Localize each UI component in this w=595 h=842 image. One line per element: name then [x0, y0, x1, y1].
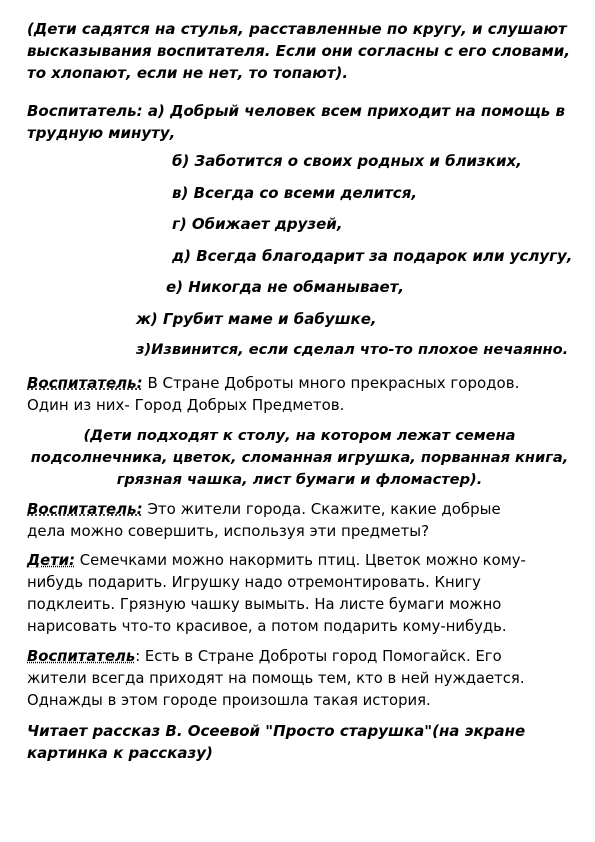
paragraph-city-line-2: Один из них- Город Добрых Предметов.: [27, 396, 345, 414]
paragraph-city-line-1: В Стране Доброты много прекрасных городов.: [142, 374, 520, 392]
paragraph-children-line-4: нарисовать что-то красивое, а потом подарить кому-нибудь.: [27, 618, 507, 635]
statement-b: [172, 150, 572, 172]
statement-z-text: з)Извинится, если сделал что-то плохое нечаянно.: [136, 341, 569, 358]
statement-zh-text: ж) Грубит маме и бабушке,: [136, 310, 377, 328]
statement-g: [172, 213, 572, 235]
statement-e: [166, 276, 566, 298]
statement-z: [136, 339, 576, 361]
stage-table-line-3: грязная чашка, лист бумаги и фломастер).: [116, 471, 483, 488]
paragraph-reading-line-2: картинка к рассказу): [27, 744, 213, 762]
paragraph-children-line-3: подклеить. Грязную чашку вымыть. На листе бумаги можно: [27, 596, 502, 613]
paragraph-pomogaisk: [27, 646, 572, 712]
speaker-teacher: Воспитатель: [27, 648, 136, 665]
statement-g-text: г) Обижает друзей,: [172, 215, 343, 233]
stage-table-line-2: подсолнечника, цветок, сломанная игрушка, порванная книга,: [30, 449, 569, 466]
paragraph-children-line-1: Семечками можно накормить птиц. Цветок можно кому-: [75, 552, 526, 569]
statement-d: [172, 245, 572, 267]
paragraph-city: [27, 372, 572, 416]
paragraph-reading: [27, 720, 572, 764]
speaker-teacher: Воспитатель:: [27, 374, 143, 392]
paragraph-pomogaisk-line-2: жители всегда приходят на помощь тем, кто в ней нуждается.: [27, 670, 525, 687]
statement-v-text: в) Всегда со всеми делится,: [172, 184, 418, 202]
statement-d-text: д) Всегда благодарит за подарок или услугу,: [172, 247, 573, 265]
intro-line-1: (Дети садятся на стулья, расставленные по кругу, и слушают: [27, 20, 567, 38]
statement-e-text: е) Никогда не обманывает,: [166, 278, 405, 296]
statement-v: [172, 182, 572, 204]
speaker-children: Дети:: [27, 552, 76, 569]
speaker-teacher: Воспитатель:: [27, 500, 143, 518]
statement-a-line-1: Воспитатель: а) Добрый человек всем приходит на помощь в: [27, 102, 565, 120]
statement-a: [27, 100, 572, 144]
paragraph-question-line-1: Это жители города. Скажите, какие добрые: [142, 500, 501, 518]
paragraph-question: [27, 498, 572, 542]
intro-stage-direction: [27, 18, 572, 84]
paragraph-question-line-2: дела можно совершить, используя эти предметы?: [27, 522, 430, 540]
intro-line-2: высказывания воспитателя. Если они согласны с его словами,: [27, 42, 571, 60]
statement-zh: [136, 308, 566, 330]
paragraph-children: [27, 550, 572, 638]
paragraph-reading-line-1: Читает рассказ В. Осеевой "Просто старушка"(на экране: [27, 722, 526, 740]
paragraph-pomogaisk-line-3: Однажды в этом городе произошла такая история.: [27, 692, 431, 709]
statement-b-text: б) Заботится о своих родных и близких,: [172, 152, 522, 170]
stage-direction-table: [27, 425, 572, 491]
stage-table-line-1: (Дети подходят к столу, на котором лежат семена: [83, 427, 516, 444]
statement-a-line-2: трудную минуту,: [27, 124, 176, 142]
paragraph-children-line-2: нибудь подарить. Игрушку надо отремонтировать. Книгу: [27, 574, 481, 591]
intro-line-3: то хлопают, если не нет, то топают).: [27, 64, 349, 82]
paragraph-pomogaisk-line-1: : Есть в Стране Доброты город Помогайск. Его: [135, 648, 502, 665]
